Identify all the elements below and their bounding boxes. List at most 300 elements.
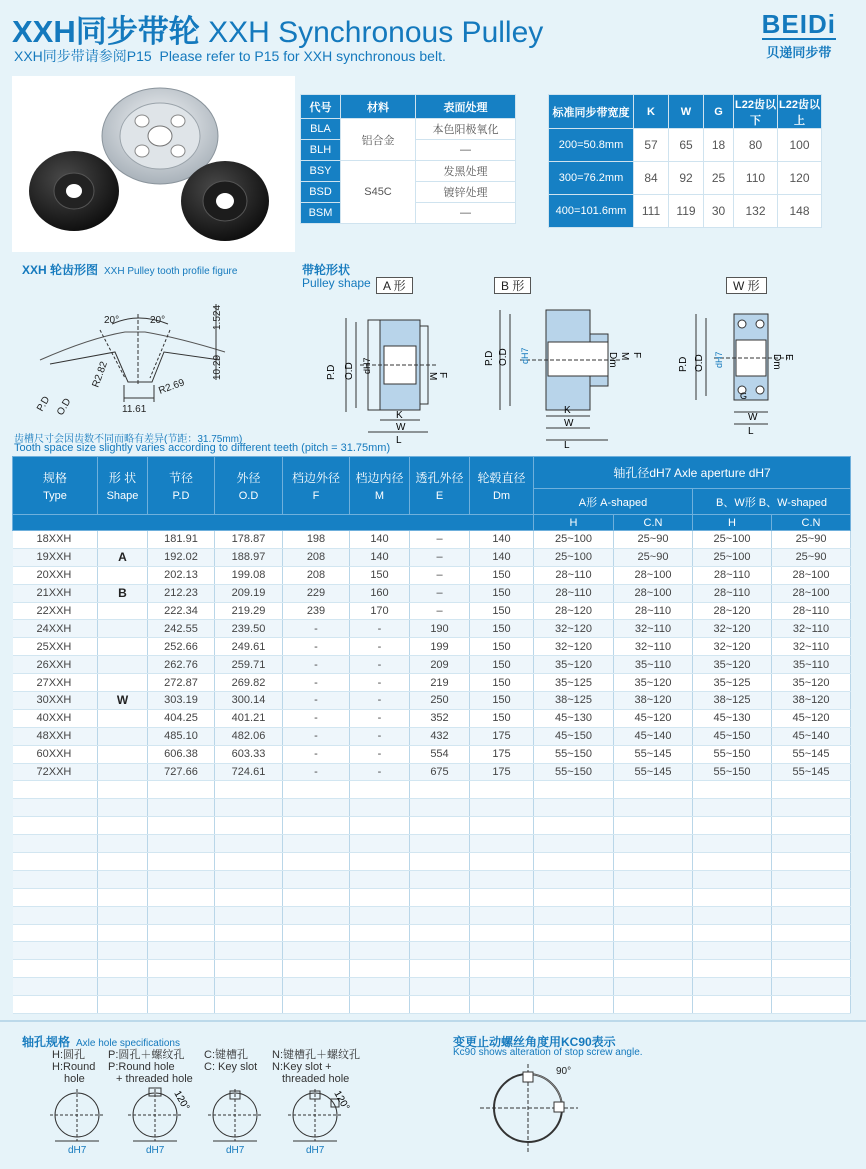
- col-b-h: H: [693, 515, 772, 531]
- cell-bh: 32~120: [693, 638, 772, 656]
- cell-acn: 45~120: [614, 709, 693, 727]
- cell-ah: 28~120: [534, 602, 614, 620]
- cell-m: 140: [350, 548, 410, 566]
- subtitle-en: Please refer to P15 for XXH synchronous belt.: [159, 48, 446, 64]
- b-dim-l: L: [564, 440, 570, 451]
- cell-type: 26XXH: [13, 656, 98, 674]
- cell-acn: 28~110: [614, 602, 693, 620]
- material-table: [300, 94, 516, 224]
- subtitle-cn: XXH同步带请参阅P15: [14, 48, 152, 64]
- mat-code: BLA: [301, 119, 341, 140]
- dim-angle-right: 20°: [150, 315, 166, 326]
- a-dim-w: W: [396, 422, 406, 433]
- cell-pd: 252.66: [148, 638, 215, 656]
- bw-header: L22齿以上: [778, 95, 822, 129]
- cell-ah: 55~150: [534, 745, 614, 763]
- mat-treatment: —: [416, 140, 516, 161]
- shape-w-figure: [670, 300, 810, 450]
- cell-bcn: 35~110: [772, 656, 851, 674]
- cell-dm: 175: [470, 727, 534, 745]
- brand-cn: 贝递同步带: [766, 45, 832, 60]
- cell-f: -: [283, 692, 350, 710]
- a-dim-pd: P.D: [326, 364, 337, 380]
- mat-code: BSY: [301, 161, 341, 182]
- cell-bcn: 45~140: [772, 727, 851, 745]
- cell-shape: [98, 656, 148, 674]
- table-row: [13, 566, 851, 584]
- cell-dm: 150: [470, 674, 534, 692]
- cell-bcn: 28~100: [772, 584, 851, 602]
- cell-shape: [98, 745, 148, 763]
- bw-g: 18: [704, 129, 734, 162]
- cell-f: 229: [283, 584, 350, 602]
- bw-header: W: [669, 95, 704, 129]
- n-angle-label: 120°: [331, 1089, 352, 1113]
- cell-dm: 150: [470, 709, 534, 727]
- cell-od: 300.14: [215, 692, 283, 710]
- cell-ah: 35~120: [534, 656, 614, 674]
- table-row-empty: [13, 960, 851, 978]
- h-dh7-label: dH7: [68, 1145, 87, 1156]
- table-row-empty: [13, 799, 851, 817]
- cell-e: 209: [410, 656, 470, 674]
- cell-od: 603.33: [215, 745, 283, 763]
- mat-code: BSM: [301, 203, 341, 224]
- b-dim-dm: Dm: [607, 352, 618, 368]
- footer-divider: [0, 1020, 866, 1022]
- tooth-profile-heading: [22, 261, 237, 278]
- cell-pd: 606.38: [148, 745, 215, 763]
- table-row: [13, 620, 851, 638]
- bw-k: 57: [634, 129, 669, 162]
- cell-pd: 222.34: [148, 602, 215, 620]
- cell-bcn: 32~110: [772, 620, 851, 638]
- tooth-profile-figure: [20, 290, 270, 420]
- col-a-h: H: [534, 515, 614, 531]
- cell-acn: 38~120: [614, 692, 693, 710]
- dim-pd: P.D: [35, 394, 53, 414]
- cell-e: 554: [410, 745, 470, 763]
- cell-type: 20XXH: [13, 566, 98, 584]
- cell-bcn: 28~110: [772, 602, 851, 620]
- cell-type: 18XXH: [13, 531, 98, 549]
- cell-bcn: 55~145: [772, 745, 851, 763]
- product-photo: [12, 76, 295, 252]
- cell-f: 198: [283, 531, 350, 549]
- mat-code: BSD: [301, 182, 341, 203]
- bw-label: 400=101.6mm: [549, 195, 634, 228]
- cell-bh: 35~120: [693, 656, 772, 674]
- tooth-profile-title-en: XXH Pulley tooth profile figure: [104, 266, 238, 277]
- a-dim-dh7: dH7: [362, 357, 372, 374]
- cell-m: 150: [350, 566, 410, 584]
- table-row: [13, 656, 851, 674]
- cell-shape: [98, 620, 148, 638]
- cell-f: -: [283, 727, 350, 745]
- cell-ah: 45~150: [534, 727, 614, 745]
- col-a-cn: C.N: [614, 515, 693, 531]
- table-row: [13, 763, 851, 781]
- col-pd: 节径 P.D: [148, 457, 215, 515]
- bw-k: 84: [634, 162, 669, 195]
- cell-e: 199: [410, 638, 470, 656]
- mat-material: 铝合金: [341, 119, 416, 161]
- cell-f: -: [283, 763, 350, 781]
- table-row: [13, 745, 851, 763]
- table-row: [13, 584, 851, 602]
- cell-type: 27XXH: [13, 674, 98, 692]
- shape-w-label: W 形: [726, 277, 767, 294]
- axle-hole-title-en: Axle hole specifications: [76, 1038, 180, 1049]
- cell-ah: 28~110: [534, 584, 614, 602]
- cell-m: -: [350, 674, 410, 692]
- bw-label: 300=76.2mm: [549, 162, 634, 195]
- cell-pd: 212.23: [148, 584, 215, 602]
- w-dim-w: W: [748, 412, 758, 423]
- cell-e: 219: [410, 674, 470, 692]
- mat-treatment: 镀锌处理: [416, 182, 516, 203]
- cell-m: -: [350, 638, 410, 656]
- col-od: 外径 O.D: [215, 457, 283, 515]
- shape-a-label: A 形: [376, 277, 413, 294]
- cell-bcn: 25~90: [772, 531, 851, 549]
- cell-shape: A: [98, 548, 148, 566]
- cell-ah: 32~120: [534, 620, 614, 638]
- w-dim-l: L: [748, 426, 754, 437]
- axle-hole-figures: [40, 1085, 370, 1157]
- a-dim-k: K: [396, 410, 403, 421]
- shape-a-figure: [320, 300, 450, 450]
- cell-bh: 55~150: [693, 763, 772, 781]
- cell-od: 209.19: [215, 584, 283, 602]
- col-type: 规格 Type: [13, 457, 98, 515]
- spec-table-body: [13, 531, 851, 1014]
- cell-shape: [98, 674, 148, 692]
- hole-h-caption: H:圆孔 H:Round hole: [52, 1049, 96, 1085]
- a-dim-od: O.D: [344, 362, 355, 380]
- b-dim-f: F: [631, 352, 642, 359]
- w-dim-od: O.D: [694, 354, 705, 372]
- p-dh7-label: dH7: [146, 1145, 165, 1156]
- mat-treatment: 发黑处理: [416, 161, 516, 182]
- cell-bcn: 38~120: [772, 692, 851, 710]
- cell-m: -: [350, 620, 410, 638]
- cell-e: –: [410, 531, 470, 549]
- page-subtitle: [14, 46, 446, 66]
- cell-bcn: 45~120: [772, 709, 851, 727]
- cell-type: 21XXH: [13, 584, 98, 602]
- hole-p-caption: P:圆孔＋螺纹孔 P:Round hole + threaded hole: [108, 1049, 193, 1085]
- cell-dm: 150: [470, 566, 534, 584]
- table-row-empty: [13, 924, 851, 942]
- mat-header-material: 材料: [341, 95, 416, 119]
- col-m: 档边内径 M: [350, 457, 410, 515]
- cell-shape: [98, 602, 148, 620]
- cell-dm: 175: [470, 745, 534, 763]
- cell-pd: 181.91: [148, 531, 215, 549]
- cell-bh: 25~100: [693, 531, 772, 549]
- cell-bh: 25~100: [693, 548, 772, 566]
- cell-ah: 38~125: [534, 692, 614, 710]
- col-dm: 轮毂直径 Dm: [470, 457, 534, 515]
- cell-e: 250: [410, 692, 470, 710]
- bw-label: 200=50.8mm: [549, 129, 634, 162]
- cell-dm: 150: [470, 602, 534, 620]
- cell-f: -: [283, 638, 350, 656]
- b-dim-m: M: [619, 352, 630, 361]
- hole-c-caption: C:键槽孔 C: Key slot: [204, 1049, 258, 1073]
- cell-bh: 45~130: [693, 709, 772, 727]
- cell-e: 432: [410, 727, 470, 745]
- dim-angle-left: 20°: [104, 315, 120, 326]
- cell-shape: B: [98, 584, 148, 602]
- cell-ah: 32~120: [534, 638, 614, 656]
- b-dim-k: K: [564, 405, 571, 416]
- cell-m: -: [350, 745, 410, 763]
- cell-f: 208: [283, 566, 350, 584]
- cell-acn: 35~120: [614, 674, 693, 692]
- page-header: [0, 0, 866, 70]
- w-dim-e: E: [783, 354, 794, 361]
- mat-header-code: 代号: [301, 95, 341, 119]
- table-row-empty: [13, 817, 851, 835]
- cell-bh: 38~125: [693, 692, 772, 710]
- cell-ah: 35~125: [534, 674, 614, 692]
- cell-f: -: [283, 709, 350, 727]
- bw-w: 65: [669, 129, 704, 162]
- c-dh7-label: dH7: [226, 1145, 245, 1156]
- cell-dm: 150: [470, 620, 534, 638]
- cell-dm: 150: [470, 692, 534, 710]
- cell-e: –: [410, 566, 470, 584]
- dim-h1: 1.524: [212, 304, 223, 330]
- bw-l1: 132: [734, 195, 778, 228]
- cell-type: 72XXH: [13, 763, 98, 781]
- table-row-empty: [13, 853, 851, 871]
- table-row-empty: [13, 996, 851, 1014]
- cell-pd: 727.66: [148, 763, 215, 781]
- bw-w: 119: [669, 195, 704, 228]
- col-a-shaped: A形 A-shaped: [534, 489, 693, 515]
- cell-pd: 485.10: [148, 727, 215, 745]
- cell-bcn: 55~145: [772, 763, 851, 781]
- cell-od: 724.61: [215, 763, 283, 781]
- cell-shape: [98, 763, 148, 781]
- cell-shape: [98, 727, 148, 745]
- cell-od: 249.61: [215, 638, 283, 656]
- mat-material: S45C: [341, 161, 416, 224]
- cell-pd: 192.02: [148, 548, 215, 566]
- bw-header: 标准同步带宽度: [549, 95, 634, 129]
- cell-m: -: [350, 727, 410, 745]
- col-b-cn: C.N: [772, 515, 851, 531]
- brand-logo: [762, 10, 836, 61]
- w-dim-dh7: dH7: [714, 351, 724, 368]
- cell-bcn: 32~110: [772, 638, 851, 656]
- belt-width-table: [548, 94, 822, 228]
- cell-shape: [98, 709, 148, 727]
- cell-bh: 32~120: [693, 620, 772, 638]
- page-title: [12, 6, 543, 51]
- tooth-note-en: Tooth space size slightly varies according to different teeth (pitch = 31.75mm): [14, 442, 391, 454]
- cell-pd: 404.25: [148, 709, 215, 727]
- cell-ah: 25~100: [534, 531, 614, 549]
- table-row: [13, 548, 851, 566]
- bw-l1: 110: [734, 162, 778, 195]
- bw-g: 25: [704, 162, 734, 195]
- cell-acn: 32~110: [614, 620, 693, 638]
- cell-pd: 202.13: [148, 566, 215, 584]
- b-dim-od: O.D: [498, 348, 509, 366]
- w-dim-dm: Dm: [771, 354, 782, 370]
- b-dim-dh7: dH7: [520, 347, 530, 364]
- cell-od: 199.08: [215, 566, 283, 584]
- cell-bcn: 35~120: [772, 674, 851, 692]
- table-row: [13, 692, 851, 710]
- cell-e: 352: [410, 709, 470, 727]
- cell-pd: 262.76: [148, 656, 215, 674]
- cell-shape: [98, 638, 148, 656]
- cell-shape: W: [98, 692, 148, 710]
- bw-l2: 120: [778, 162, 822, 195]
- bw-header: L22齿以下: [734, 95, 778, 129]
- spec-table-wrap: [12, 456, 850, 1014]
- cell-e: 190: [410, 620, 470, 638]
- spec-table: [12, 456, 851, 1014]
- bw-l2: 148: [778, 195, 822, 228]
- cell-type: 60XXH: [13, 745, 98, 763]
- cell-acn: 55~145: [614, 763, 693, 781]
- tooth-profile-title: XXH 轮齿形图: [22, 263, 99, 277]
- brand-name: BEIDi: [761, 9, 836, 39]
- a-dim-l: L: [396, 435, 402, 446]
- bw-k: 111: [634, 195, 669, 228]
- shape-b-label: B 形: [494, 277, 531, 294]
- cell-dm: 150: [470, 656, 534, 674]
- cell-m: 160: [350, 584, 410, 602]
- table-row: [13, 531, 851, 549]
- cell-bh: 55~150: [693, 745, 772, 763]
- a-dim-f: F: [437, 372, 448, 379]
- table-row-empty: [13, 781, 851, 799]
- cell-m: -: [350, 692, 410, 710]
- cell-od: 178.87: [215, 531, 283, 549]
- cell-acn: 45~140: [614, 727, 693, 745]
- tooth-note-cn: 齿槽尺寸会因齿数不同而略有差异(节距：31.75mm): [14, 434, 243, 445]
- p-angle-label: 120°: [171, 1089, 192, 1113]
- cell-acn: 28~100: [614, 584, 693, 602]
- table-row: [13, 602, 851, 620]
- bw-header: G: [704, 95, 734, 129]
- axle-hole-heading: [22, 1033, 180, 1050]
- cell-f: -: [283, 674, 350, 692]
- mat-code: BLH: [301, 140, 341, 161]
- cell-f: 208: [283, 548, 350, 566]
- dim-r1: R2.82: [90, 360, 110, 390]
- cell-acn: 28~100: [614, 566, 693, 584]
- table-row: [13, 674, 851, 692]
- cell-dm: 140: [470, 548, 534, 566]
- table-row-empty: [13, 978, 851, 996]
- n-dh7-label: dH7: [306, 1145, 325, 1156]
- w-dim-pd: P.D: [678, 356, 689, 372]
- cell-pd: 272.87: [148, 674, 215, 692]
- b-dim-pd: P.D: [484, 350, 495, 366]
- cell-f: -: [283, 656, 350, 674]
- cell-e: 675: [410, 763, 470, 781]
- mat-treatment: —: [416, 203, 516, 224]
- pulley-shape-heading: 带轮形状: [302, 263, 351, 277]
- cell-shape: [98, 531, 148, 549]
- cell-pd: 242.55: [148, 620, 215, 638]
- table-row: [13, 727, 851, 745]
- pulley-shape-heading-en: Pulley shape: [302, 276, 371, 290]
- col-bw-shaped: B、W形 B、W-shaped: [693, 489, 851, 515]
- mat-treatment: 本色阳极氧化: [416, 119, 516, 140]
- cell-e: –: [410, 602, 470, 620]
- cell-m: 170: [350, 602, 410, 620]
- table-row-empty: [13, 888, 851, 906]
- w-dim-g: G: [740, 391, 748, 401]
- cell-type: 24XXH: [13, 620, 98, 638]
- cell-dm: 150: [470, 584, 534, 602]
- table-row: [13, 709, 851, 727]
- cell-dm: 150: [470, 638, 534, 656]
- cell-f: -: [283, 620, 350, 638]
- cell-type: 25XXH: [13, 638, 98, 656]
- cell-m: 140: [350, 531, 410, 549]
- dim-h2: 10.29: [212, 354, 223, 380]
- cell-od: 259.71: [215, 656, 283, 674]
- cell-type: 30XXH: [13, 692, 98, 710]
- cell-od: 269.82: [215, 674, 283, 692]
- cell-type: 19XXH: [13, 548, 98, 566]
- dim-r2: R2.69: [157, 377, 187, 397]
- cell-pd: 303.19: [148, 692, 215, 710]
- bw-g: 30: [704, 195, 734, 228]
- col-f: 档边外径 F: [283, 457, 350, 515]
- cell-m: -: [350, 656, 410, 674]
- cell-od: 219.29: [215, 602, 283, 620]
- table-row-empty: [13, 835, 851, 853]
- cell-dm: 175: [470, 763, 534, 781]
- hole-n-caption: N:键槽孔＋螺纹孔 N:Key slot + threaded hole: [272, 1049, 360, 1085]
- b-dim-w: W: [564, 418, 574, 429]
- kc90-heading: 变更止动螺丝角度用KC90表示: [453, 1035, 616, 1049]
- bw-header: K: [634, 95, 669, 129]
- cell-od: 239.50: [215, 620, 283, 638]
- axle-hole-title: 轴孔规格: [22, 1035, 71, 1049]
- cell-acn: 32~110: [614, 638, 693, 656]
- cell-od: 401.21: [215, 709, 283, 727]
- cell-dm: 140: [470, 531, 534, 549]
- cell-bh: 28~120: [693, 602, 772, 620]
- a-dim-m: M: [427, 372, 438, 381]
- cell-bcn: 28~100: [772, 566, 851, 584]
- cell-acn: 25~90: [614, 531, 693, 549]
- cell-od: 188.97: [215, 548, 283, 566]
- cell-od: 482.06: [215, 727, 283, 745]
- table-row-empty: [13, 942, 851, 960]
- cell-bh: 28~110: [693, 584, 772, 602]
- cell-f: -: [283, 745, 350, 763]
- table-row: [13, 638, 851, 656]
- cell-acn: 25~90: [614, 548, 693, 566]
- cell-ah: 45~130: [534, 709, 614, 727]
- cell-m: -: [350, 763, 410, 781]
- cell-ah: 25~100: [534, 548, 614, 566]
- dim-width: 11.61: [122, 404, 147, 415]
